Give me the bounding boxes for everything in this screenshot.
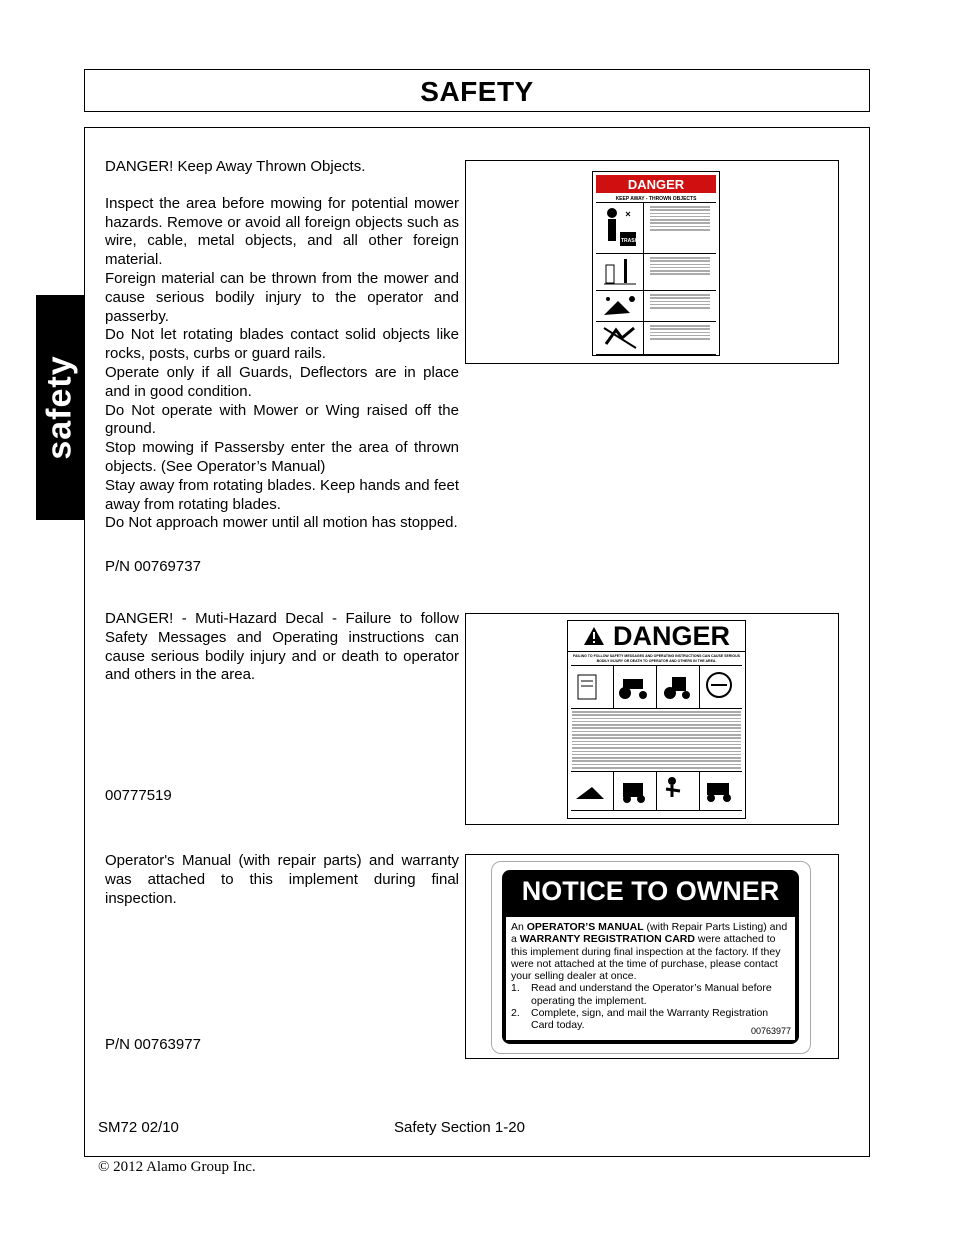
page-header [84, 69, 870, 112]
section3-paragraph: Operator's Manual (with repair parts) and warranty was attached to this implement during final inspection. [105, 852, 459, 907]
notice-title: NOTICE TO OWNER [521, 876, 780, 906]
pictogram-cell [657, 772, 700, 810]
decal-subheader: KEEP AWAY - THROWN OBJECTS [596, 196, 716, 203]
multi-hazard-decal [567, 620, 746, 819]
notice-intro: An OPERATOR’S MANUAL (with Repair Parts Listing) and a WARRANTY REGISTRATION CARD were attached to this implement during final inspection at the factory. If they were not attached at the time of purchase, please contact your selling dealer at once. [511, 921, 788, 983]
footer-section: Safety Section 1-20 [394, 1119, 525, 1136]
decal-row-text [644, 291, 716, 321]
section1-paragraph: Do Not let rotating blades contact solid objects like rocks, posts, curbs or guard rails. [105, 326, 459, 363]
list-item: 2. Complete, sign, and mail the Warranty Registration Card today. [511, 1007, 769, 1032]
copyright: © 2012 Alamo Group Inc. [98, 1159, 256, 1175]
thrown-objects-decal [592, 171, 720, 356]
section3-part-number: P/N 00763977 [105, 1036, 201, 1053]
section1-paragraph: Do Not operate with Mower or Wing raised off the ground. [105, 401, 459, 438]
blade-post-icon [596, 254, 644, 290]
hand-blade-icon [596, 322, 644, 354]
page-title: SAFETY [420, 76, 534, 107]
section1-paragraph: Do Not approach mower until all motion has stopped. [105, 514, 458, 532]
section1-heading: DANGER! Keep Away Thrown Objects. [105, 158, 366, 175]
notice-code: 00763977 [750, 1025, 791, 1036]
section1-part-number: P/N 00769737 [105, 558, 201, 575]
side-tab [36, 295, 84, 520]
decal-warning-text: FAILING TO FOLLOW SAFETY MESSAGES AND OPERATING INSTRUCTIONS CAN CAUSE SERIOUS BODILY INJURY OR DEATH TO OPERATOR AND OTHERS IN THE AREA. [573, 654, 740, 663]
notice-list [511, 982, 791, 1031]
section1-paragraph: Stay away from rotating blades. Keep hands and feet away from rotating blades. [105, 476, 459, 513]
decal-row-text [644, 254, 716, 290]
decal-pictogram-row [571, 665, 742, 709]
decal-instruction-lines [572, 711, 741, 769]
pictogram-cell [700, 772, 742, 810]
pictogram-cell [657, 666, 700, 708]
decal-row [596, 203, 716, 254]
svg-text:TRASH: TRASH [620, 238, 638, 244]
decal-danger-label: DANGER [612, 620, 730, 651]
footer-model: SM72 02/10 [98, 1119, 179, 1136]
notice-body [506, 917, 795, 1040]
decal-row-text [644, 203, 716, 253]
pictogram-cell [700, 666, 742, 708]
section2-part-number: 00777519 [105, 787, 172, 804]
section1-text [105, 158, 459, 533]
section1-paragraph: Stop mowing if Passersby enter the area of thrown objects. (See Operator’s Manual) [105, 439, 459, 475]
list-item: 1. Read and understand the Operator’s Manual before operating the implement. [511, 982, 772, 1007]
side-tab-label: safety [40, 355, 79, 460]
decal-danger-header [568, 621, 745, 652]
decal-pictogram-row [571, 771, 742, 811]
section1-paragraph: Foreign material can be thrown from the mower and cause serious bodily injury to the operator and passerby. [105, 269, 459, 325]
pictogram-cell [614, 772, 657, 810]
decal-row-text [644, 322, 716, 354]
person-throwing-trash-icon [596, 203, 644, 253]
warning-triangle-icon [583, 626, 605, 646]
pictogram-cell [571, 666, 614, 708]
pictogram-cell [614, 666, 657, 708]
decal-danger-header [596, 175, 716, 193]
section1-paragraph: Inspect the area before mowing for potential mower hazards. Remove or avoid all foreign objects such as wire, cable, metal objects, and all other foreign material. [105, 194, 459, 269]
section2-paragraph: DANGER! - Muti-Hazard Decal - Failure to follow Safety Messages and Operating instructions can cause serious bodily injury and or death to operator and others in the area. [105, 610, 459, 684]
pictogram-cell [571, 772, 614, 810]
decal-row [596, 291, 716, 322]
notice-to-owner-decal [491, 861, 811, 1054]
decal-row [596, 322, 716, 355]
decal-danger-label: DANGER [627, 176, 685, 192]
section1-paragraph: Operate only if all Guards, Deflectors are in place and in good condition. [105, 363, 459, 400]
decal-row [596, 254, 716, 291]
flying-debris-icon [596, 291, 644, 321]
